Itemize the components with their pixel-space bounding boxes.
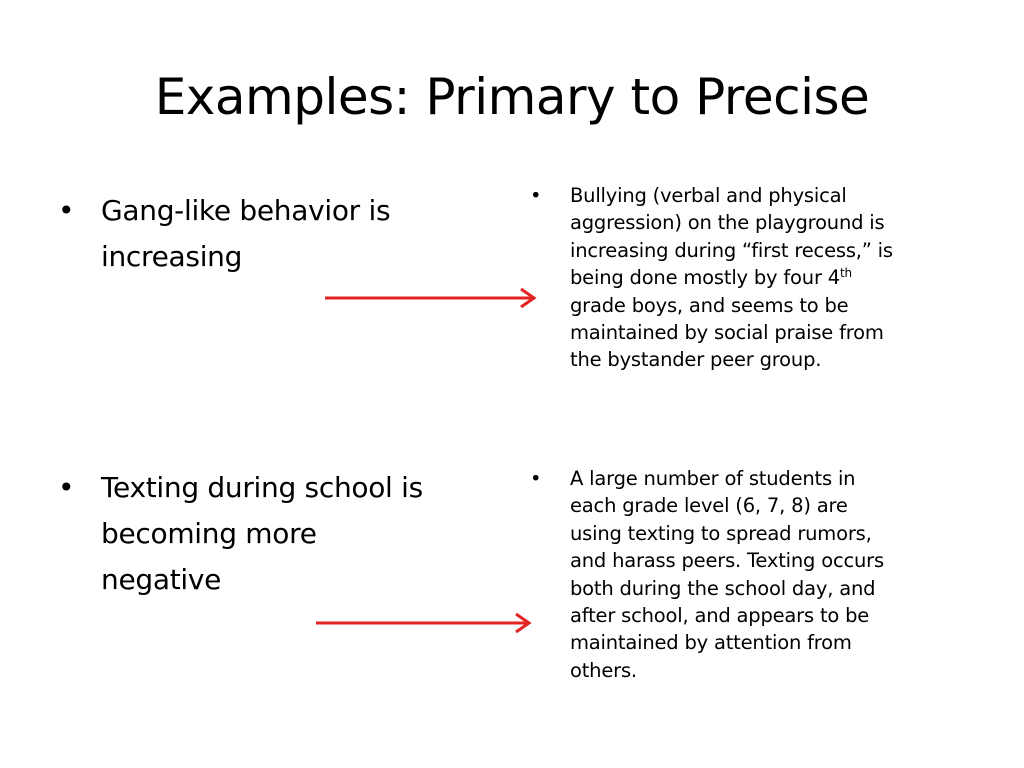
slide-title: Examples: Primary to Precise <box>154 68 870 126</box>
bullet-glyph: • <box>58 194 75 227</box>
primary-statement: Gang-like behavior is increasing <box>101 194 391 273</box>
right-arrow-icon <box>323 286 538 310</box>
bullet-glyph: • <box>530 467 542 490</box>
precise-bullet-bullying <box>528 182 968 374</box>
precise-statement: A large number of students in each grade level (6, 7, 8) are using texting to spread rumors, and harass peers. Texting occurs both during the school day, and after school, and appears to be maintained by attention from others. <box>570 467 884 682</box>
ordinal-suffix: th <box>839 266 852 281</box>
bullet-glyph: • <box>530 184 542 207</box>
primary-bullet-texting <box>58 465 498 603</box>
precise-statement-part-2: grade boys, and seems to be maintained by social praise from the bystander peer group. <box>570 293 884 372</box>
precise-statement-part-1: Bullying (verbal and physical aggression) on the playground is increasing during “first recess,” is being done mostly by four 4 <box>570 184 893 290</box>
precise-bullet-texting <box>528 465 968 684</box>
primary-statement: Texting during school is becoming more negative <box>101 471 423 596</box>
bullet-glyph: • <box>58 471 75 504</box>
precise-statement <box>570 182 968 374</box>
primary-bullet-gang-behavior <box>58 188 498 280</box>
right-arrow-icon <box>314 611 534 635</box>
